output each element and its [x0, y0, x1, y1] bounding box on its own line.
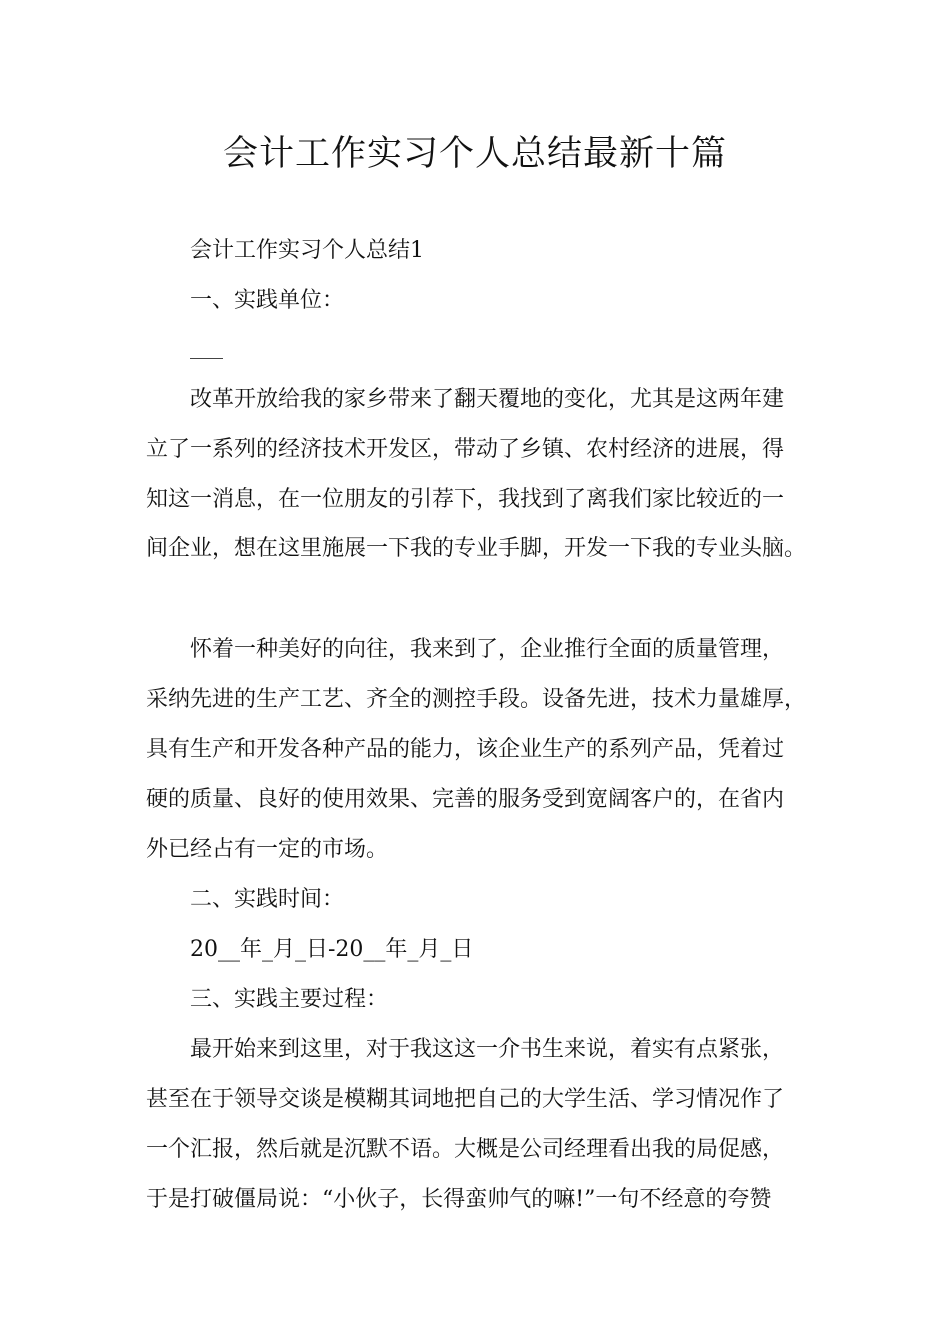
paragraph-line: 知这一消息，在一位朋友的引荐下，我找到了离我们家比较近的一 [146, 487, 785, 512]
paragraph-line: 甚至在于领导交谈是模糊其词地把自己的大学生活、学习情况作了 [146, 1087, 785, 1112]
paragraph-line: 一个汇报，然后就是沉默不语。大概是公司经理看出我的局促感， [146, 1137, 785, 1162]
blank-line [190, 358, 223, 359]
paragraph-line: 立了一系列的经济技术开发区，带动了乡镇、农村经济的进展，得 [146, 437, 785, 462]
paragraph-line: 具有生产和开发各种产品的能力，该企业生产的系列产品，凭着过 [146, 737, 785, 762]
paragraph-line: 间企业，想在这里施展一下我的专业手脚，开发一下我的专业头脑。 [146, 536, 807, 561]
section-heading: 会计工作实习个人总结1 [190, 238, 424, 263]
paragraph-line: 改革开放给我的家乡带来了翻天覆地的变化，尤其是这两年建 [190, 387, 785, 412]
paragraph-line: 最开始来到这里，对于我这这一介书生来说，着实有点紧张， [190, 1037, 785, 1062]
date-range: 20__年_月_日-20__年_月_日 [190, 937, 474, 962]
paragraph-line: 采纳先进的生产工艺、齐全的测控手段。设备先进，技术力量雄厚， [146, 687, 807, 712]
paragraph-line: 怀着一种美好的向往，我来到了，企业推行全面的质量管理， [190, 637, 785, 662]
paragraph-line: 硬的质量、良好的使用效果、完善的服务受到宽阔客户的，在省内 [146, 787, 785, 812]
paragraph-line: 于是打破僵局说：“小伙子，长得蛮帅气的嘛!”一句不经意的夸赞 [146, 1187, 772, 1212]
section-heading: 一、实践单位： [190, 288, 345, 313]
section-heading: 二、实践时间： [190, 887, 345, 912]
document-title: 会计工作实习个人总结最新十篇 [222, 134, 727, 174]
section-heading: 三、实践主要过程： [190, 987, 389, 1012]
paragraph-line: 外已经占有一定的市场。 [146, 837, 389, 862]
